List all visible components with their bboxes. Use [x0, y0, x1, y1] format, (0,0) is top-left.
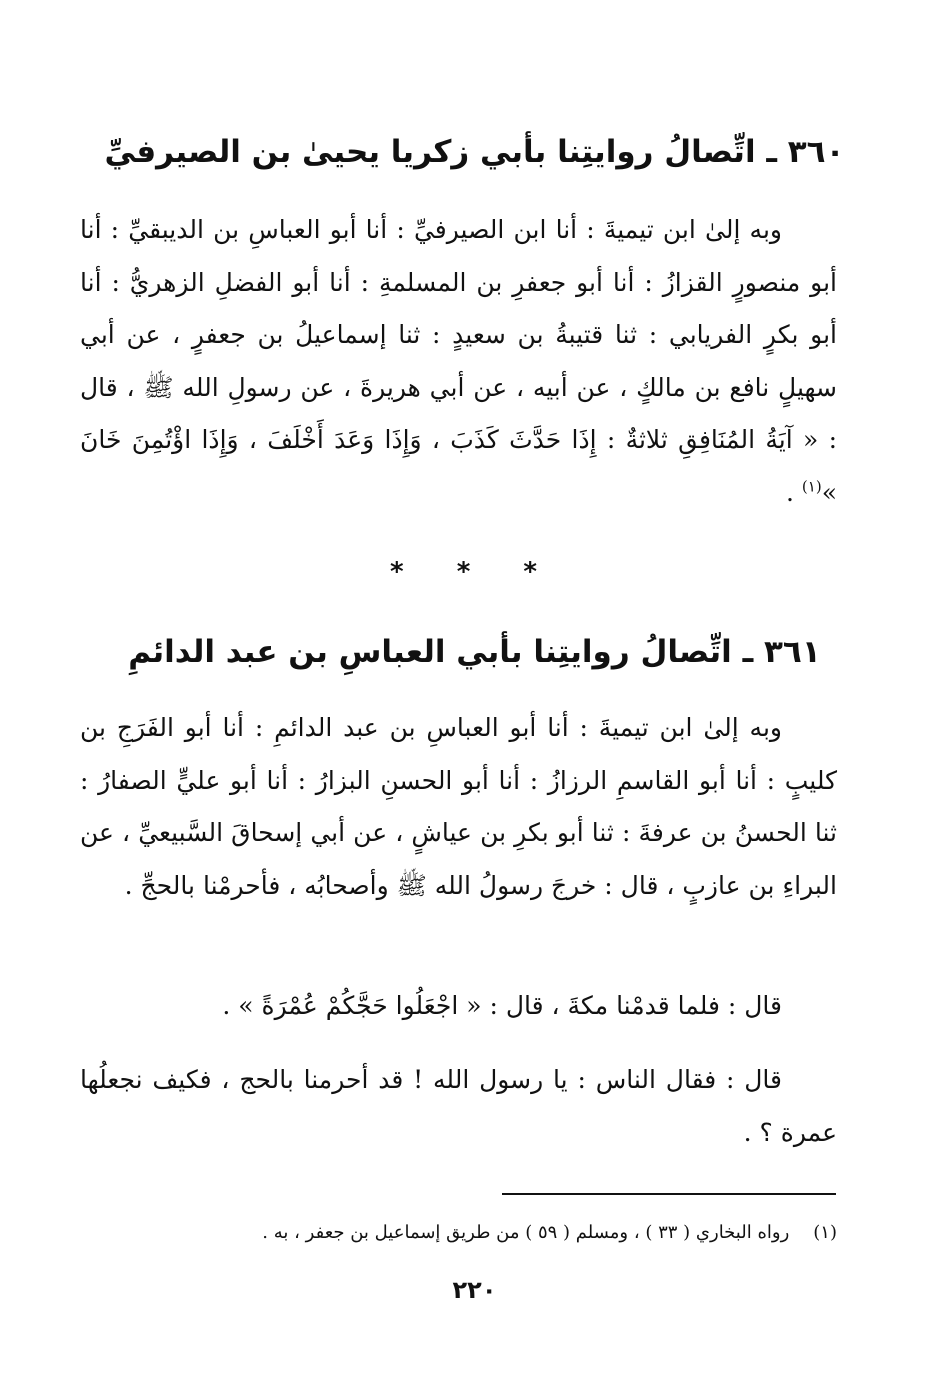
section-361-paragraph-3: قال : فقال الناس : يا رسول الله ! قد أحرمنا بالحج ، فكيف نجعلُها عمرة ؟ . — [80, 1065, 837, 1147]
section-360-text — [80, 204, 837, 519]
section-separator: * * * — [390, 557, 559, 587]
footnote — [80, 1218, 837, 1248]
footnote-marker: (١) — [801, 477, 822, 496]
section-361-heading: ٣٦١ ـ اتِّصالُ روايتِنا بأبي العباسِ بن عبد الدائمِ — [128, 634, 821, 670]
footnote-text: رواه البخاري ( ٣٣ ) ، ومسلم ( ٥٩ ) من طريق إسماعيل بن جعفر ، به . — [262, 1222, 790, 1243]
section-360-heading: ٣٦٠ ـ اتِّصالُ روايتِنا بأبي زكريا يحيىٰ بن الصيرفيِّ — [104, 134, 845, 170]
page-number: ٢٢٠ — [452, 1276, 497, 1304]
footnote-number: (١) — [813, 1222, 837, 1243]
footnote-divider — [502, 1193, 836, 1195]
section-361-paragraph-2: قال : فلما قدمْنا مكةَ ، قال : « اجْعَلُوا حَجَّكُمْ عُمْرَةً » . — [222, 991, 782, 1020]
section-360-body: وبه إلىٰ ابن تيميةَ : أنا ابن الصيرفيِّ : أنا أبو العباسِ بن الديبقيِّ : أنا أبو منصورٍ القزازُ : أنا أبو جعفرِ بن المسلمةِ : أنا أبو الفضلِ الزهريُّ : أنا أبو بكرٍ الفريابي : ثنا قتيبةُ بن سعيدٍ : ثنا إسماعيلُ بن جعفرٍ ، عن أبي سهيلٍ نافع بن مالكٍ ، عن أبيه ، عن أبي هريرةَ ، عن رسولِ الله ﷺ ، قال : « آيَةُ المُنَافِقِ ثلاثةٌ : إِذَا حَدَّثَ كَذَبَ ، وَإِذَا وَعَدَ أَخْلَفَ ، وَإِذَا اؤْتُمِنَ خَانَ » — [80, 215, 837, 507]
section-361-paragraph-1: وبه إلىٰ ابن تيميةَ : أنا أبو العباسِ بن عبد الدائمِ : أنا أبو الفَرَجِ بن كليبٍ : أنا أبو القاسمِ الرزازُ : أنا أبو الحسنِ البزارُ : أنا أبو عليٍّ الصفارُ : ثنا الحسنُ بن عرفةَ : ثنا أبو بكرِ بن عياشٍ ، عن أبي إسحاقَ السَّبيعيِّ ، عن البراءِ بن عازبٍ ، قال : خرجَ رسولُ الله ﷺ وأصحابُه ، فأحرمْنا بالحجِّ . — [80, 713, 837, 900]
section-360-end: . — [786, 477, 802, 507]
